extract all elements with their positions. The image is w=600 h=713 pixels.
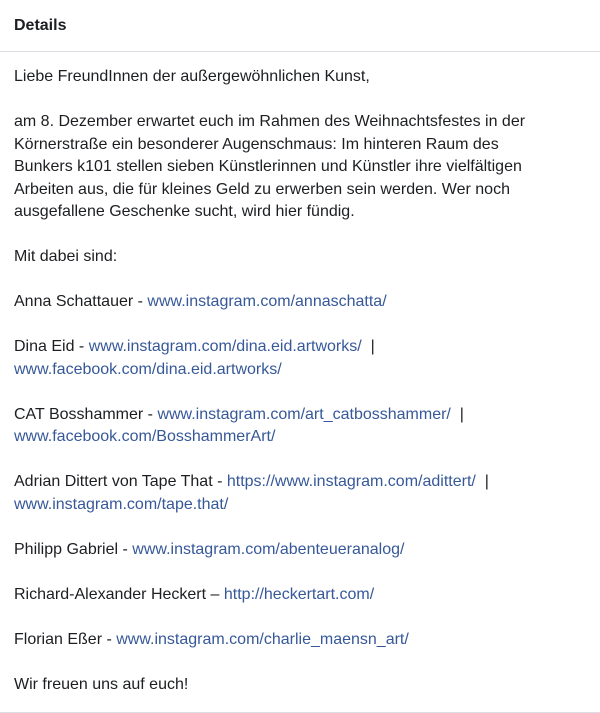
- artist-name: Philipp Gabriel -: [14, 540, 133, 558]
- artist-link[interactable]: www.instagram.com/art_catbosshammer/: [157, 405, 451, 423]
- intro-paragraph: [14, 111, 586, 224]
- link-separator: |: [450, 405, 464, 423]
- intro-line: ausgefallene Geschenke sucht, wird hier fündig.: [14, 203, 355, 220]
- artist-link[interactable]: http://heckertart.com/: [223, 585, 375, 603]
- intro-line: Arbeiten aus, die für kleines Geld zu erwerben sein werden. Wer noch: [14, 180, 510, 198]
- lineup-intro-text: Mit dabei sind:: [14, 248, 118, 265]
- closing-text: Wir freuen uns auf euch!: [14, 675, 189, 693]
- artist-link[interactable]: www.facebook.com/dina.eid.artworks/: [14, 360, 282, 378]
- artist-link[interactable]: www.instagram.com/dina.eid.artworks/: [88, 338, 362, 355]
- artist-entry-richard-alexander-heckert: [14, 584, 586, 607]
- artist-entry-dina-eid: [14, 336, 586, 381]
- artist-name: Adrian Dittert von Tape That -: [14, 473, 227, 490]
- link-separator: |: [361, 338, 375, 355]
- intro-line: Körnerstraße ein besonderer Augenschmaus: Im hinteren Raum des: [14, 135, 499, 153]
- details-title: Details: [14, 16, 67, 34]
- artist-name: Anna Schattauer -: [14, 293, 148, 310]
- details-header: [0, 0, 600, 52]
- artist-entry-florian-esser: [14, 629, 586, 652]
- artist-name: Florian Eßer -: [14, 630, 117, 648]
- artist-link[interactable]: www.facebook.com/BosshammerArt/: [14, 428, 276, 445]
- artist-link[interactable]: www.instagram.com/charlie_maensn_art/: [116, 630, 409, 648]
- artist-link[interactable]: https://www.instagram.com/adittert/: [226, 473, 476, 490]
- artist-link[interactable]: www.instagram.com/annaschatta/: [147, 293, 387, 310]
- artist-link[interactable]: www.instagram.com/tape.that/: [14, 495, 229, 513]
- artist-name: Dina Eid -: [14, 338, 89, 355]
- artist-name: CAT Bosshammer -: [14, 405, 158, 423]
- details-content: [0, 52, 600, 696]
- artist-link[interactable]: www.instagram.com/abenteueranalog/: [132, 540, 405, 558]
- artist-entry-philipp-gabriel: [14, 539, 586, 562]
- intro-line: am 8. Dezember erwartet euch im Rahmen des Weihnachtsfestes in der: [14, 113, 526, 130]
- artist-entry-anna-schattauer: [14, 291, 586, 314]
- artist-entry-adrian-dittert: [14, 471, 586, 516]
- artist-name: Richard-Alexander Heckert –: [14, 585, 224, 603]
- artist-entry-cat-bosshammer: [14, 404, 586, 449]
- greeting-text: Liebe FreundInnen der außergewöhnlichen Kunst,: [14, 68, 370, 85]
- link-separator: |: [475, 473, 489, 490]
- intro-line: Bunkers k101 stellen sieben Künstlerinnen und Künstler ihre vielfältigen: [14, 158, 522, 175]
